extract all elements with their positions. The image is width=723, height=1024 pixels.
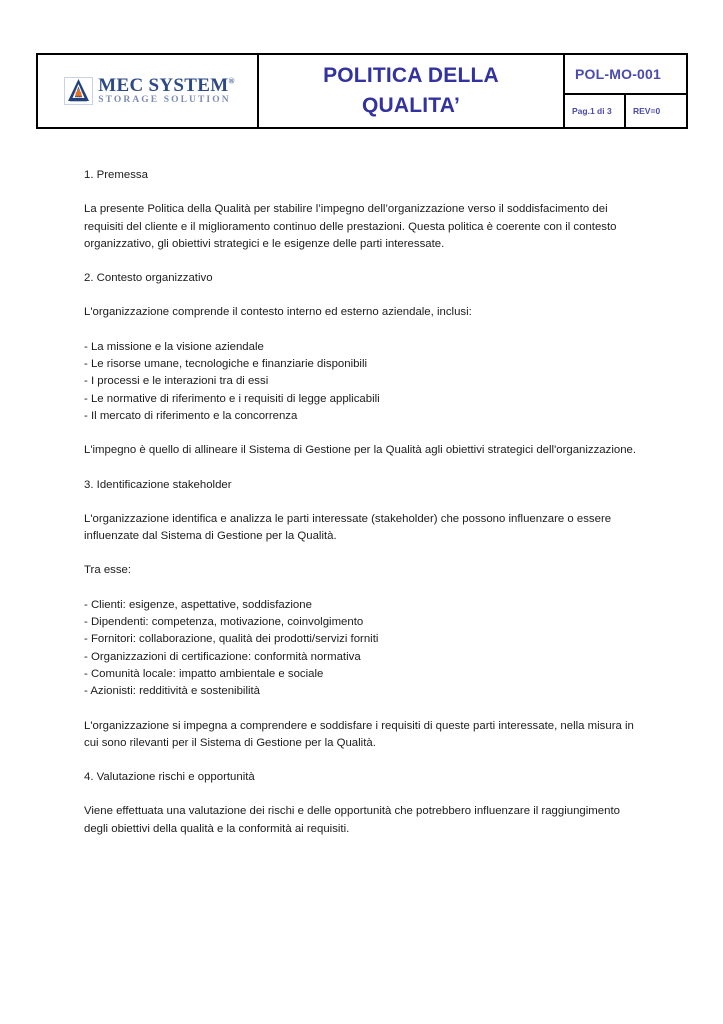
section-heading: 2. Contesto organizzativo: [84, 272, 213, 285]
section-heading: 4. Valutazione rischi e opportunità: [84, 771, 255, 784]
paragraph-spacer: [84, 786, 640, 803]
list-spacer: [84, 580, 640, 597]
paragraph-spacer: [84, 545, 640, 562]
document-header-table: [36, 53, 688, 129]
logo-company-name-text: MEC SYSTEM: [98, 75, 229, 97]
list-item: - Comunità locale: impatto ambientale e sociale: [84, 667, 324, 680]
logo-registered-mark: ®: [228, 76, 235, 86]
section-paragraph: La presente Politica della Qualità per stabilire l’impegno dell’organizzazione verso il soddisfacimento dei requisiti del cliente e il miglioramento continuo delle prestazioni. Questa politica è coerente con il contesto organizzativo, gli obiettivi strategici e le esigenze delle parti interessate.: [84, 203, 617, 250]
page-number: Pag.1 di 3: [565, 95, 626, 127]
bullet-list: [84, 597, 640, 701]
document-title-line-1: POLITICA DELLA: [323, 63, 499, 87]
document-code: POL-MO-001: [565, 55, 686, 95]
section-closing-paragraph: L'impegno è quello di allineare il Sistema di Gestione per la Qualità agli obiettivi strategici dell'organizzazione.: [84, 444, 637, 457]
list-item: - Fornitori: collaborazione, qualità dei prodotti/servizi forniti: [84, 633, 379, 646]
logo-wordmark: [98, 76, 235, 106]
document-title: [323, 61, 499, 122]
header-title-cell: [259, 55, 565, 127]
header-meta-subrow: [565, 95, 686, 127]
section-spacer: [84, 460, 640, 477]
paragraph-spacer: [84, 701, 640, 718]
list-item: - Le normative di riferimento e i requisiti di legge applicabili: [84, 392, 380, 405]
list-item: - La missione e la visione aziendale: [84, 340, 264, 353]
list-item: - Dipendenti: competenza, motivazione, coinvolgimento: [84, 616, 364, 629]
logo-company-name: [98, 76, 235, 95]
section-heading: 3. Identificazione stakeholder: [84, 478, 232, 491]
paragraph-spacer: [84, 494, 640, 511]
list-item: - Organizzazioni di certificazione: conformità normativa: [84, 650, 361, 663]
list-item: - Il mercato di riferimento e la concorrenza: [84, 409, 298, 422]
bullet-list: [84, 339, 640, 425]
section-spacer: [84, 253, 640, 270]
revision-number: REV=0: [633, 106, 661, 116]
logo-tagline: STORAGE SOLUTION: [98, 95, 231, 106]
section-closing-paragraph: L'organizzazione si impegna a comprendere e soddisfare i requisiti di queste parti interessate, nella misura in cui sono rilevanti per il Sistema di Gestione per la Qualità.: [84, 719, 634, 749]
section-heading: 1. Premessa: [84, 169, 148, 181]
paragraph-spacer: [84, 287, 640, 304]
list-item: - I processi e le interazioni tra di essi: [84, 375, 269, 388]
list-item: - Azionisti: redditività e sostenibilità: [84, 685, 261, 698]
section-paragraph: L'organizzazione comprende il contesto interno ed esterno aziendale, inclusi:: [84, 306, 472, 319]
header-meta-cell: [565, 55, 686, 127]
document-body: [84, 167, 640, 838]
header-logo-cell: [38, 55, 259, 127]
section-paragraph: Tra esse:: [84, 564, 132, 577]
paragraph-spacer: [84, 425, 640, 442]
list-item: - Clienti: esigenze, aspettative, soddisfazione: [84, 598, 312, 611]
section-paragraph: L'organizzazione identifica e analizza le parti interessate (stakeholder) che possono influenzare o essere influenzate dal Sistema di Gestione per la Qualità.: [84, 512, 612, 543]
company-logo: [64, 76, 235, 106]
section-paragraph: Viene effettuata una valutazione dei rischi e delle opportunità che potrebbero influenzare il raggiungimento degli obiettivi della qualità e la conformità ai requisiti.: [84, 805, 620, 835]
paragraph-spacer: [84, 184, 640, 201]
section-spacer: [84, 752, 640, 769]
document-title-line-2: QUALITA’: [361, 94, 461, 117]
list-item: - Le risorse umane, tecnologiche e finanziarie disponibili: [84, 358, 368, 371]
mec-system-logo-mark-icon: [64, 77, 93, 105]
svg-text:MEC: MEC: [75, 97, 83, 101]
list-spacer: [84, 322, 640, 339]
